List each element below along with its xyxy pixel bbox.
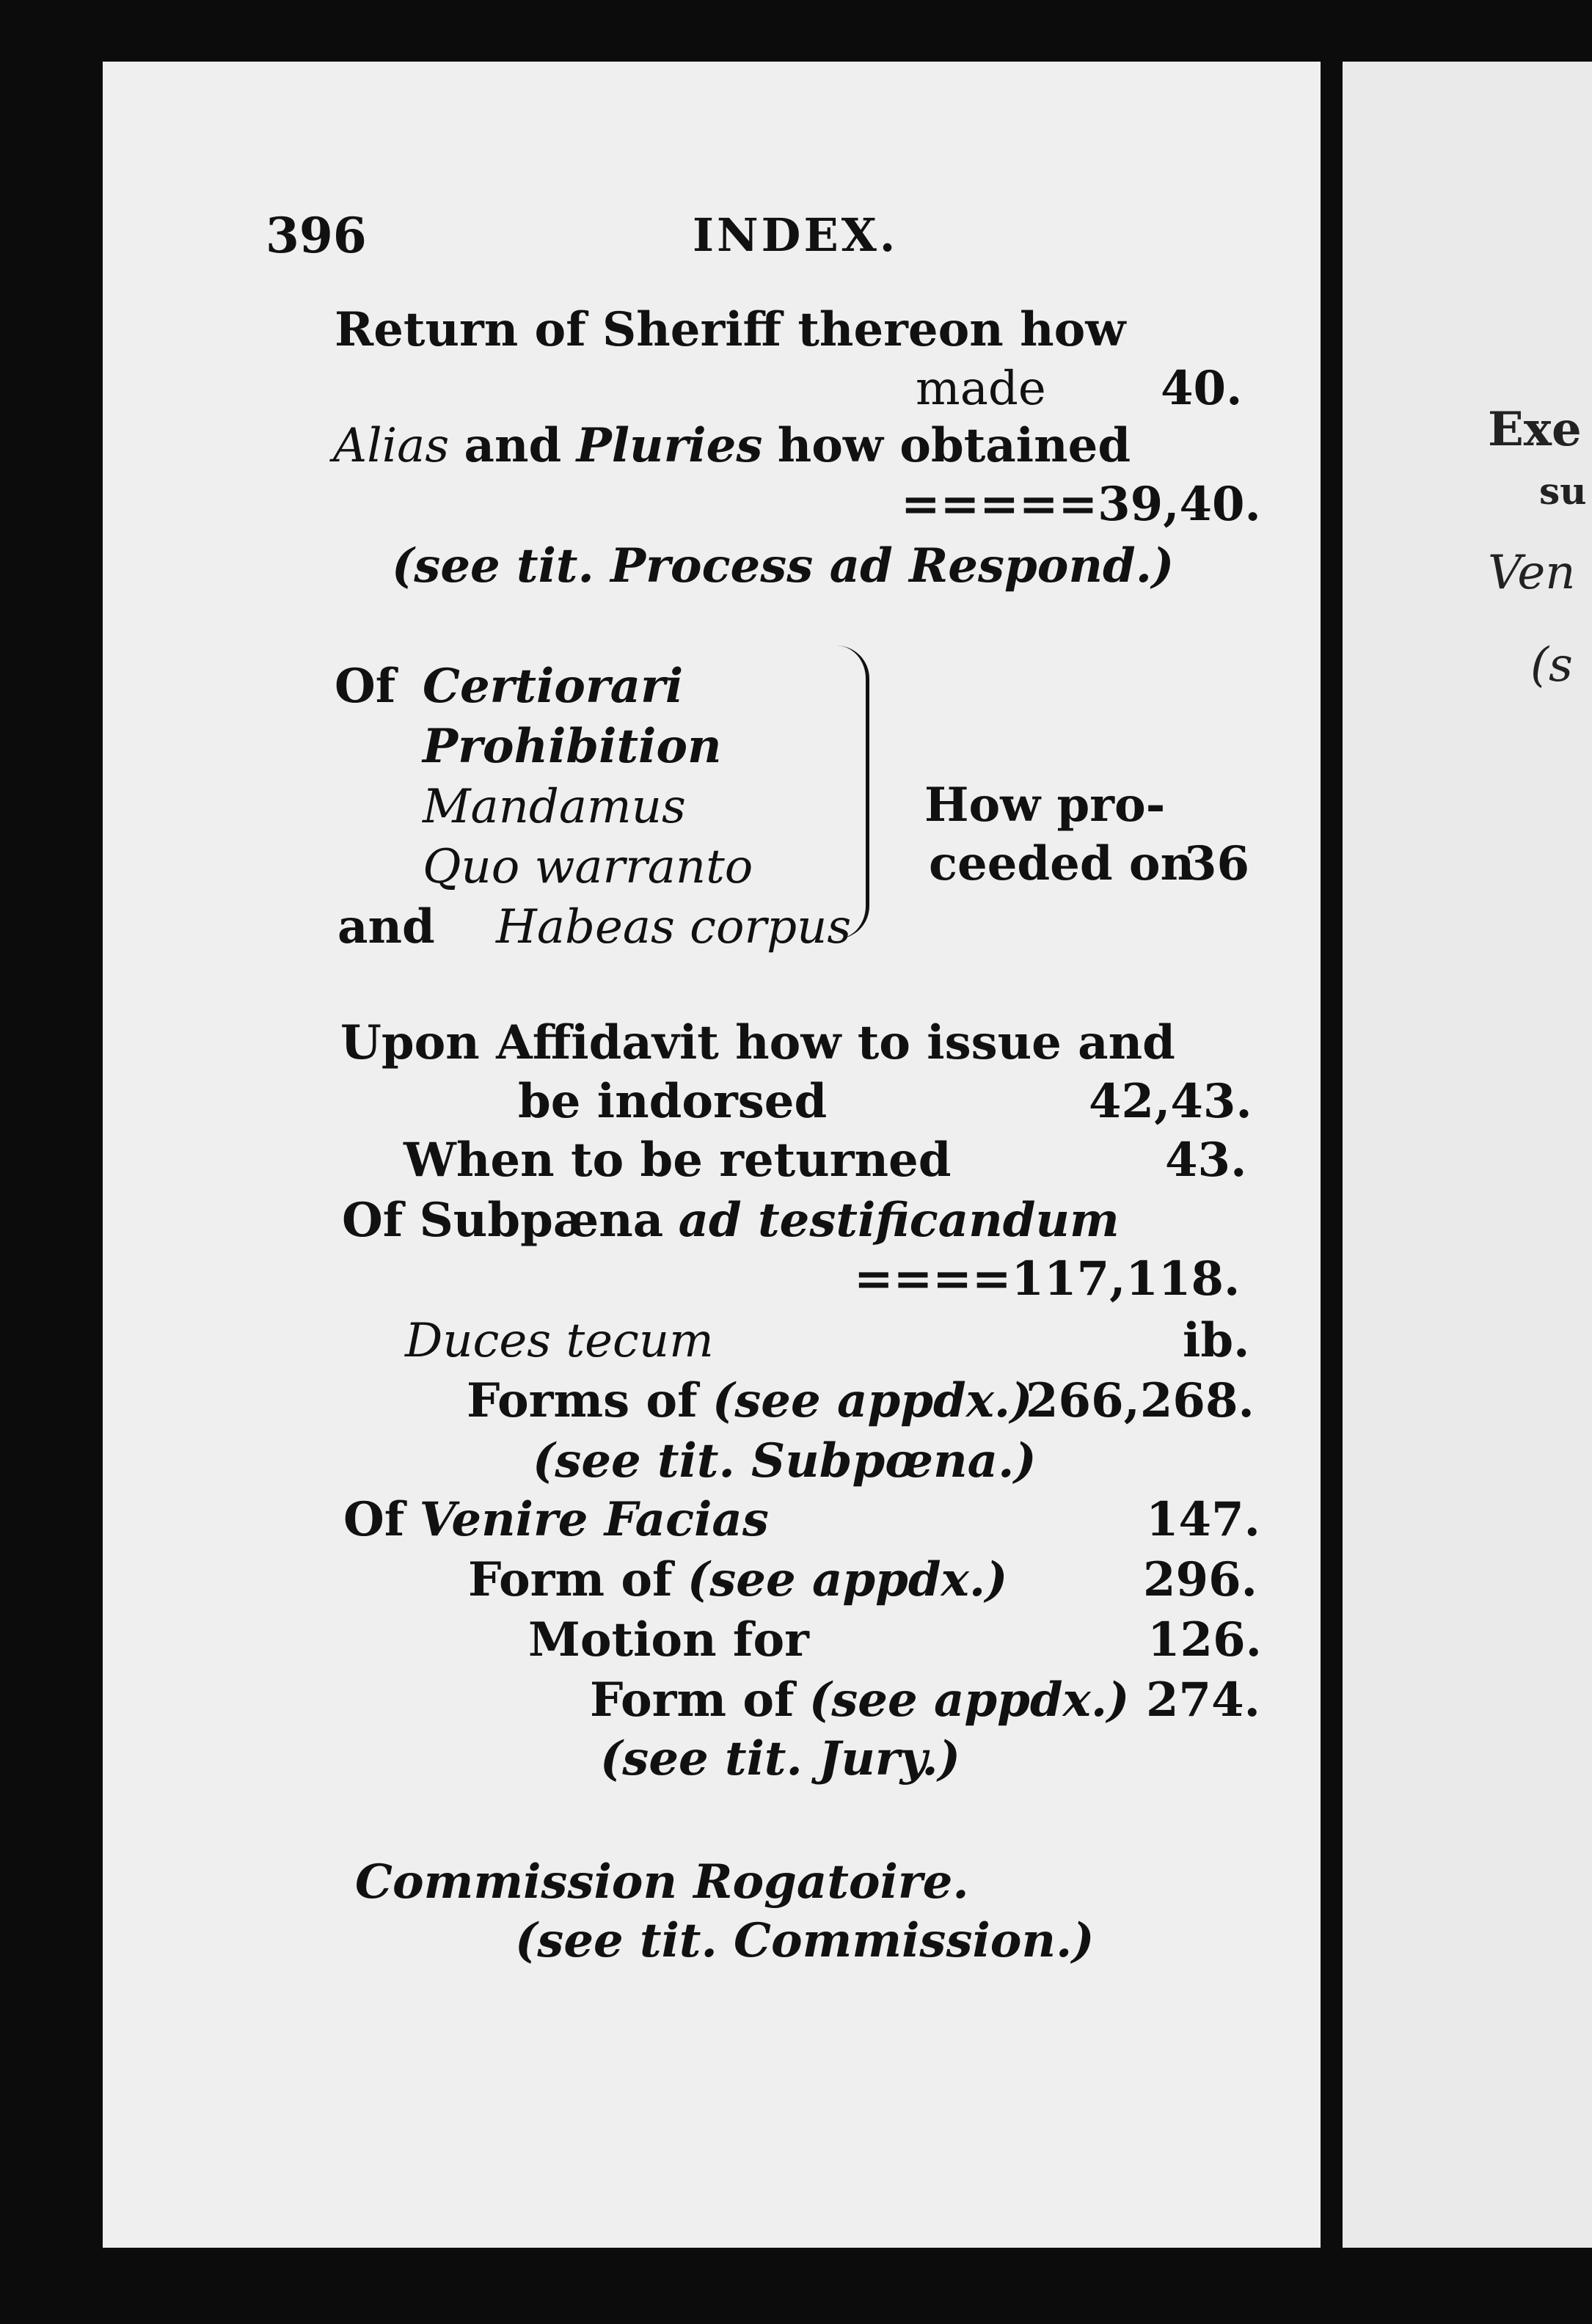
entry-commission-rogatoire: Commission Rogatoire. — [355, 1855, 969, 1910]
adjacent-line-3: Ven — [1488, 546, 1576, 600]
ceeded-label: ceeded on — [929, 836, 1195, 891]
how-pro-label: How pro- — [924, 778, 1166, 833]
entry-return-sheriff: Return of Sheriff thereon how — [335, 302, 1126, 357]
see-commission-ref: (see tit. Commission.) — [515, 1913, 1095, 1968]
entry-mandamus: Mandamus — [423, 780, 686, 834]
entry-be-indorsed: be indorsed — [518, 1074, 828, 1129]
entry-venire-line — [343, 1492, 769, 1547]
form-of-2: Form of — [590, 1673, 795, 1728]
entry-motion-for: Motion for — [528, 1612, 809, 1667]
brace-bracket — [836, 646, 869, 939]
see-subpoena-ref: (see tit. Subpœna.) — [533, 1433, 1037, 1488]
see-jury-ref: (see tit. Jury.) — [600, 1731, 960, 1786]
forms-of: Forms of — [467, 1373, 698, 1428]
of-subpaena: Of Subpæna — [342, 1193, 664, 1248]
form-ref-1: 296. — [1143, 1552, 1257, 1607]
entry-made-label: made — [916, 362, 1046, 416]
alias-italic: Alias — [333, 419, 450, 473]
entry-quo-warranto: Quo warranto — [423, 840, 753, 894]
form-see-2: (see appdx.) — [808, 1673, 1130, 1728]
adjacent-line-1: Exe — [1488, 402, 1582, 457]
page-number: 396 — [266, 207, 367, 264]
when-returned-ref: 43. — [1165, 1133, 1247, 1188]
form-of-1: Form of — [468, 1552, 673, 1607]
entry-alias-line — [333, 418, 1131, 473]
entry-when-returned: When to be returned — [404, 1133, 952, 1188]
alias-rest: how obtained — [777, 418, 1131, 473]
of-venire: Of — [343, 1492, 405, 1547]
adjacent-line-2: su — [1539, 469, 1587, 513]
adjacent-page — [1343, 62, 1592, 2248]
form-see-1: (see appdx.) — [687, 1552, 1008, 1607]
entry-made-ref: 40. — [1161, 361, 1243, 416]
entry-forms-of-line — [467, 1373, 1033, 1428]
and-label: and — [337, 899, 435, 954]
entry-certiorari: Certiorari — [423, 659, 684, 714]
entry-duces-tecum: Duces tecum — [405, 1314, 714, 1368]
venire-ref: 147. — [1146, 1492, 1260, 1547]
ceeded-ref: 36 — [1184, 836, 1250, 891]
of-label: Of — [335, 659, 396, 714]
entry-prohibition: Prohibition — [423, 719, 722, 774]
form-ref-2: 274. — [1146, 1673, 1260, 1728]
entry-habeas-corpus: Habeas corpus — [496, 900, 852, 954]
motion-ref: 126. — [1147, 1612, 1262, 1667]
ad-testificandum: ad testificandum — [678, 1193, 1120, 1248]
entry-form-of-1-line — [468, 1552, 1008, 1607]
pluries-italic: Pluries — [576, 418, 763, 473]
entry-upon-affidavit: Upon Affidavit how to issue and — [340, 1015, 1175, 1070]
be-indorsed-ref: 42,43. — [1089, 1074, 1252, 1129]
page-heading: INDEX. — [693, 208, 899, 262]
entry-alias-ref: =====39,40. — [901, 477, 1261, 532]
entry-form-of-2-line — [590, 1673, 1130, 1728]
subpaena-ref: ====117,118. — [854, 1251, 1241, 1307]
forms-ref: 266,268. — [1026, 1373, 1255, 1428]
entry-subpaena-line — [342, 1193, 1120, 1248]
forms-see: (see appdx.) — [712, 1373, 1033, 1428]
duces-ref: ib. — [1183, 1313, 1250, 1368]
venire-facias: Venire Facias — [419, 1492, 769, 1547]
adjacent-line-4: (s — [1530, 638, 1573, 693]
see-process-ref: (see tit. Process ad Respond.) — [392, 538, 1175, 593]
alias-and: and — [464, 418, 562, 473]
